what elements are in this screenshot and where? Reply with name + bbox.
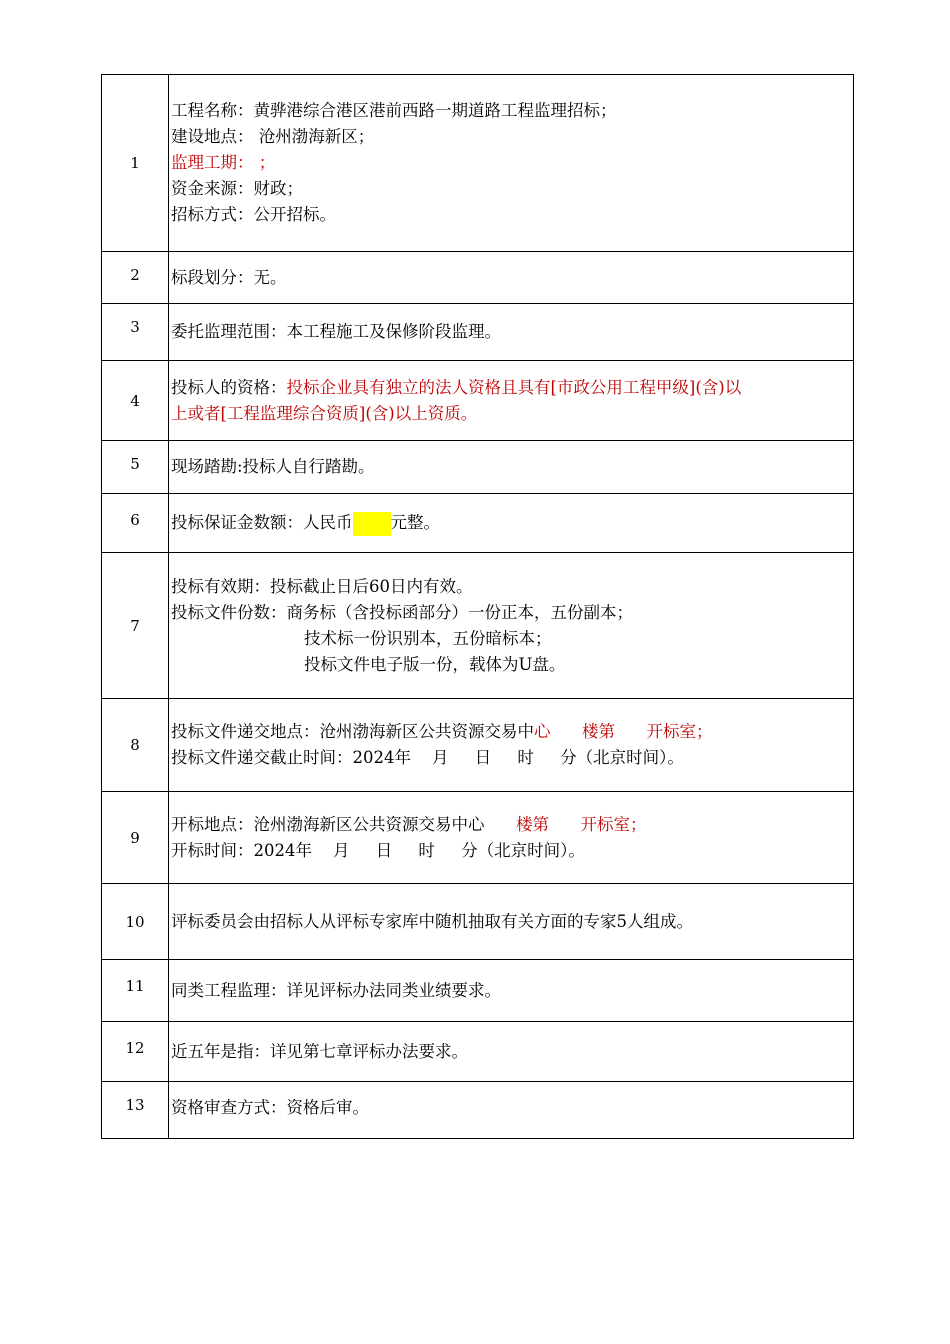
row-number: 3 (102, 304, 169, 361)
row-content (169, 792, 854, 884)
bid-info-table (101, 74, 854, 1139)
row-content (169, 884, 854, 960)
row-content (169, 304, 854, 361)
row-number: 6 (102, 494, 169, 553)
fund-source: 资金来源：财政； (171, 179, 303, 198)
submission-deadline: 投标文件递交截止时间：2024年 月 日 时 分（北京时间）。 (171, 748, 684, 767)
row-number: 11 (102, 960, 169, 1022)
row-content (169, 494, 854, 553)
table-row (102, 252, 854, 304)
bid-bond-amount (171, 510, 853, 536)
site-inspection: 现场踏勘:投标人自行踏勘。 (171, 457, 375, 476)
table-row (102, 792, 854, 884)
qualification-text-1: 投标企业具有独立的法人资格且具有[市政公用工程甲级](含)以 (286, 377, 742, 397)
qualification-text-2: 上或者[工程监理综合资质](含)以上资质。 (171, 403, 478, 423)
submission-location (171, 719, 853, 745)
submission-location-text: 投标文件递交地点：沧州渤海新区公共资源交易中 (171, 722, 534, 741)
row-content (169, 1022, 854, 1082)
section-division: 标段划分：无。 (171, 267, 287, 287)
opening-location-text: 开标地点：沧州渤海新区公共资源交易中心 (171, 814, 485, 834)
table-row (102, 441, 854, 494)
row-content (169, 553, 854, 699)
bid-copies: 投标文件份数：商务标（含投标函部分）一份正本，五份副本； (171, 602, 633, 622)
row-number: 2 (102, 252, 169, 304)
row-content (169, 441, 854, 494)
qualification-review: 资格审查方式：资格后审。 (171, 1098, 369, 1117)
row-content (169, 75, 854, 252)
row-number: 9 (102, 792, 169, 884)
electronic-copy: 投标文件电子版一份，载体为U盘。 (304, 654, 566, 674)
table-row (102, 884, 854, 960)
bid-bond-prefix: 投标保证金数额：人民币 (171, 513, 353, 532)
row-number: 8 (102, 699, 169, 792)
row-number: 13 (102, 1082, 169, 1139)
similar-projects: 同类工程监理：详见评标办法同类业绩要求。 (171, 980, 501, 1000)
qualification-label: 投标人的资格： (171, 377, 287, 397)
row-content (169, 361, 854, 441)
table-row (102, 494, 854, 553)
recent-five-years: 近五年是指：详见第七章评标办法要求。 (171, 1041, 468, 1061)
opening-time: 开标时间：2024年 月 日 时 分（北京时间）。 (171, 840, 585, 860)
bidder-qualification (171, 375, 853, 401)
tech-copies: 技术标一份识别本，五份暗标本； (304, 628, 552, 648)
row-number: 5 (102, 441, 169, 494)
table-row (102, 1022, 854, 1082)
evaluation-committee: 评标委员会由招标人从评标专家库中随机抽取有关方面的专家5人组成。 (171, 911, 693, 931)
table-row (102, 553, 854, 699)
opening-location (171, 812, 853, 838)
row-number: 4 (102, 361, 169, 441)
supervision-period: 监理工期： ； (171, 153, 276, 172)
row-content (169, 252, 854, 304)
row-number: 10 (102, 884, 169, 960)
supervision-scope: 委托监理范围：本工程施工及保修阶段监理。 (171, 322, 501, 341)
row-number: 1 (102, 75, 169, 252)
bidding-method: 招标方式：公开招标。 (171, 205, 336, 224)
project-name: 工程名称：黄骅港综合港区港前西路一期道路工程监理招标； (171, 101, 617, 120)
row-number: 12 (102, 1022, 169, 1082)
table-row (102, 304, 854, 361)
row-number: 7 (102, 553, 169, 699)
highlighted-amount (353, 512, 391, 536)
table-row (102, 75, 854, 252)
submission-room: 心 楼第 开标室； (534, 722, 713, 741)
table-row (102, 1082, 854, 1139)
table-row (102, 699, 854, 792)
row-content (169, 699, 854, 792)
construction-site: 建设地点： 沧州渤海新区； (171, 127, 375, 146)
bid-validity: 投标有效期：投标截止日后60日内有效。 (171, 576, 473, 596)
row-content (169, 1082, 854, 1139)
bid-bond-suffix: 元整。 (390, 513, 440, 532)
table-row (102, 960, 854, 1022)
opening-room: 楼第 开标室； (484, 814, 647, 834)
row-content (169, 960, 854, 1022)
table-row (102, 361, 854, 441)
